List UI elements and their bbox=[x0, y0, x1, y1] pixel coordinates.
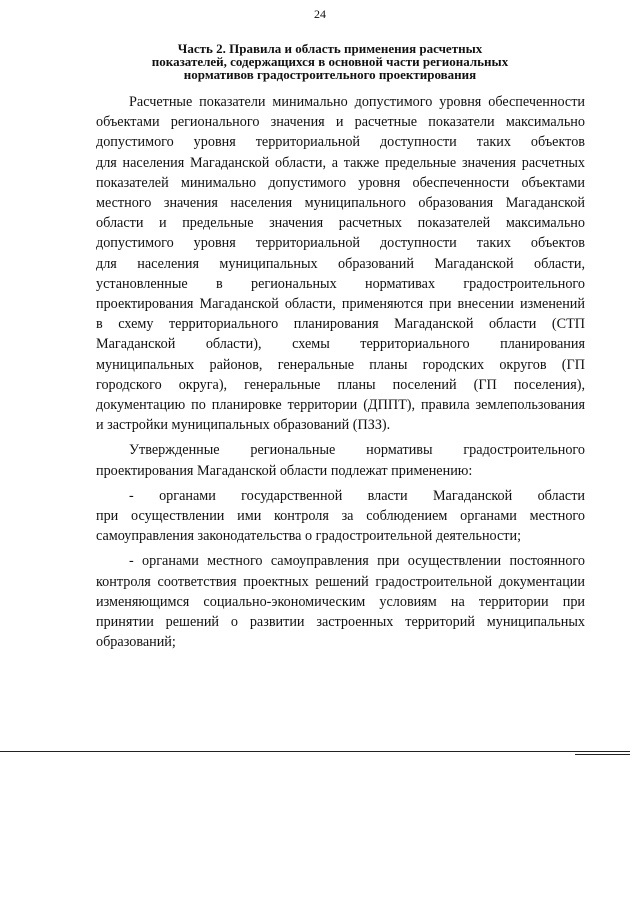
text-line: объектами регионального значения и расчетные показатели максимально bbox=[96, 114, 585, 131]
footer-divider-short bbox=[575, 754, 630, 755]
text-line: муниципальных районов, генеральные планы городских округов (ГП bbox=[96, 356, 585, 373]
body-text bbox=[96, 92, 585, 652]
paragraph-approved-norms bbox=[96, 440, 585, 480]
list-item-local-authorities bbox=[96, 551, 585, 652]
text-line: допустимого уровня территориальной доступности таких объектов bbox=[96, 134, 585, 151]
text-line: области и предельные значения расчетных показателей максимально bbox=[96, 215, 585, 232]
text-line: в схему территориального планирования Магаданской области (СТП bbox=[96, 316, 585, 333]
text-line: допустимого уровня территориальной доступности таких объектов bbox=[96, 235, 585, 252]
heading-line: нормативов градостроительного проектирования bbox=[183, 67, 477, 82]
text-line: Магаданской области), схемы территориального планирования bbox=[96, 336, 585, 353]
text-line: показателей минимально допустимого уровня обеспеченности объектами bbox=[96, 174, 585, 191]
text-line: при осуществлении ими контроля за соблюдением органами местного bbox=[96, 508, 585, 525]
text-line: проектирования Магаданской области подлежат применению: bbox=[96, 462, 473, 479]
page-number: 24 bbox=[314, 7, 326, 21]
text-line: местного значения населения муниципального образования Магаданской bbox=[96, 195, 585, 212]
paragraph-calculated-indicators bbox=[96, 92, 585, 435]
text-line: для населения Магаданской области, а также предельные значения расчетных bbox=[96, 154, 585, 171]
text-line: - органами местного самоуправления при осуществлении постоянного bbox=[129, 553, 585, 570]
heading-line: Часть 2. Правила и область применения расчетных bbox=[177, 41, 483, 56]
list-item-state-authorities bbox=[96, 486, 585, 547]
text-line: контроля соответствия проектных решений градостроительной документации bbox=[96, 573, 585, 590]
text-line: установленные в региональных нормативах градостроительного bbox=[96, 275, 585, 292]
text-line: документацию по планировке территории (ДППТ), правила землепользования bbox=[96, 397, 585, 414]
text-line: Утвержденные региональные нормативы градостроительного bbox=[129, 442, 585, 459]
text-line: для населения муниципальных образований Магаданской области, bbox=[96, 255, 585, 272]
section-heading bbox=[120, 42, 540, 81]
text-line: образований; bbox=[96, 634, 176, 651]
text-line: Расчетные показатели минимально допустимого уровня обеспеченности bbox=[129, 94, 585, 110]
text-line: проектирования Магаданской области, применяются при внесении изменений bbox=[96, 296, 585, 313]
text-line: городского округа), генеральные планы поселений (ГП поселения), bbox=[96, 376, 585, 393]
text-line: изменяющимся социально-экономическим условиям на территории при bbox=[96, 593, 585, 610]
text-line: самоуправления законодательства о градостроительной деятельности; bbox=[96, 528, 522, 545]
footer-divider bbox=[0, 751, 630, 752]
text-line: и застройки муниципальных образований (ПЗЗ). bbox=[96, 417, 391, 434]
text-line: - органами государственной власти Магаданской области bbox=[129, 487, 585, 504]
heading-line: показателей, содержащихся в основной части региональных bbox=[151, 54, 509, 69]
text-line: принятии решений о развитии застроенных территорий муниципальных bbox=[96, 614, 585, 631]
